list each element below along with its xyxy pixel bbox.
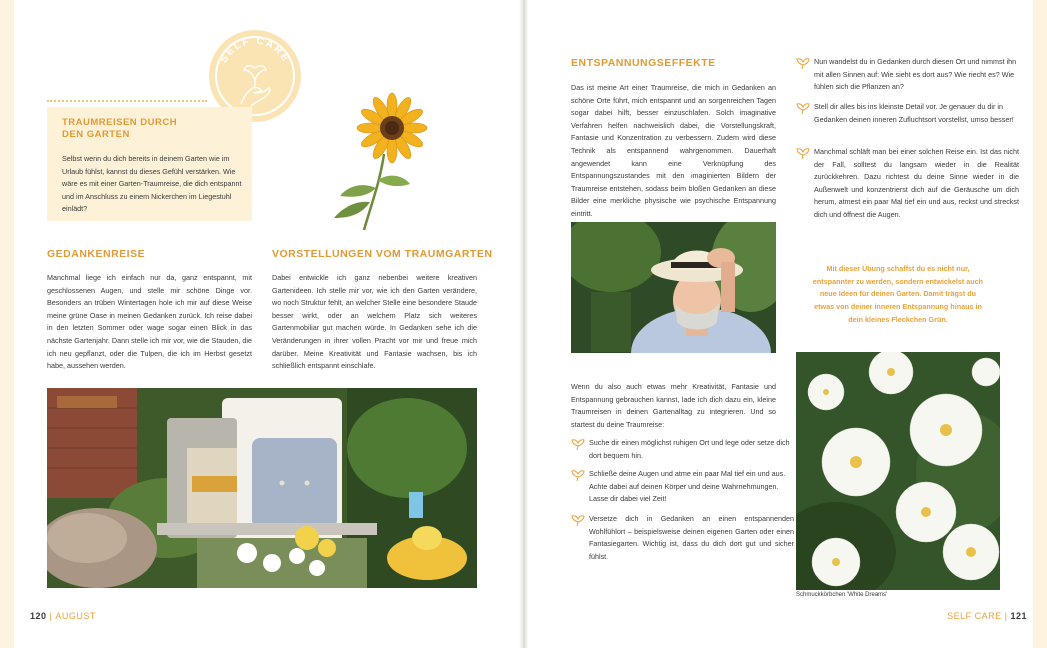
badge-label: SELF CARE — [218, 35, 292, 65]
highlight-quote: Mit dieser Übung schaffst du es nicht nur, entspannter zu werden, sondern entwickelst auch neue Ideen für deinen Garten. Damit trägst du etwas von deiner inneren Entspannung hinaus in dein kleines Fleckchen Grün. — [812, 264, 984, 324]
ginkgo-leaf-icon — [796, 101, 810, 115]
gedankenreise-text: Manchmal liege ich einfach nur da, ganz entspannt, mit geschlossenen Augen, und stelle mir schöne Dinge vor. Besonders an trüben Wintertagen hole ich mir auf diese Weise meine grüne Oase in meinen Gedanken zurück. Ich reise dabei in den letzten Sommer oder wage sogar einen Blick in das nächste Gartenjahr. Dann stelle ich mir vor, wie die Stauden, die ich neu gepflanzt, oder die Tulpen, die ich im Herbst gesetzt habe, aussehen werden. — [47, 273, 252, 371]
step-item: Schließe deine Augen und atme ein paar Mal tief ein und aus. Achte dabei auf deinen Körper und deine Wahrnehmungen. Lasse dir dabei viel Zeit! — [571, 468, 794, 506]
vorstellungen-heading: VORSTELLUNGEN VOM TRAUMGARTEN — [272, 248, 493, 260]
entspannungseffekte-heading: ENTSPANNUNGSEFFEKTE — [571, 57, 716, 69]
page-number-right: SELF CARE | 121 — [947, 611, 1027, 621]
step-item: Manchmal schläft man bei einer solchen Reise ein. Ist das nicht der Fall, solltest du langsam wieder in die Realität zurückkehren. Dazu richtest du deine Sinne wieder in die Außenwelt und konzentrierst dich auf die Geräusche um dich herum, atmest ein paar Mal tief ein und aus, reckst und streckst dich und öffnest die Augen. — [796, 146, 1019, 222]
vorstellungen-text: Dabei entwickle ich ganz nebenbei weitere kreativen Gartenideen. Ich stelle mir vor, wie ich den Garten verändere, wo noch Struktur fehlt, an welcher Stelle eine besondere Staude besser wirkt, oder an welchem Platz sich weiteres Gartenmobiliar gut machen würde. In Gedanken sehe ich die Veränderungen in ihrer vollen Pracht vor mir und freue mich darüber. Meine Kreativität und Fantasie wachsen, bis ich schließlich entspannt einschlafe. — [272, 273, 477, 371]
traumreise-intro: Wenn du also auch etwas mehr Kreativität, Fantasie und Entspannung gebrauchen kannst, lade ich dich dazu ein, kleine Traumreisen in deinen Gartenalltag zu integrieren. Und so startest du deine Traumreise: — [571, 382, 776, 429]
ginkgo-leaf-icon — [571, 468, 585, 482]
dream-box-title: TRAUMREISEN DURCH DEN GARTEN — [62, 117, 178, 140]
dotted-divider — [47, 100, 207, 102]
ginkgo-leaf-icon — [796, 146, 810, 160]
white-cosmos-photo — [796, 352, 1000, 590]
dream-box-text: Selbst wenn du dich bereits in deinem Garten wie im Urlaub fühlst, kannst du dieses Gefühl verstärken. Wie wäre es mit einer Garten-Traumreise, die dich entspannt und im Anschluss zu einem Nickerchen im Liegestuhl einlädt? — [62, 154, 242, 214]
page-number-left: 120 | AUGUST — [30, 611, 96, 621]
ginkgo-leaf-icon — [571, 437, 585, 451]
ginkgo-leaf-icon — [796, 56, 810, 70]
gedankenreise-heading: GEDANKENREISE — [47, 248, 146, 260]
step-item: Suche dir einen möglichst ruhigen Ort und lege oder setze dich dort bequem hin. — [571, 437, 794, 462]
sunflower-illustration — [312, 92, 432, 232]
garden-chair-photo — [47, 388, 477, 588]
ginkgo-leaf-icon — [571, 513, 585, 527]
photo-caption: Schmuckkörbchen 'White Dreams' — [796, 592, 888, 598]
book-gutter — [519, 0, 528, 648]
entspannungseffekte-text: Das ist meine Art einer Traumreise, die mich in Gedanken an schöne Orte führt, mich entspannt und an sorgenreichen Tagen sogar dabei hilft, besser einzuschlafen. Solch imaginative Verfahren helfen nachweislich dabei, die Vorstellungskraft, Fantasie und Konzentration zu verbessern. Zudem wird diese Technik als entspannend wahrgenommen. Dauerhaft angewendet kann eine Verknüpfung des Entspannungszustandes mit den imaginierten Bildern der Traumreise entstehen, sodass beim bloßen Gedanken an diese Bilder eine merkliche physische wie psychische Entspannung eintritt. — [571, 83, 776, 218]
step-item: Stell dir alles bis ins kleinste Detail vor. Je genauer du dir in Gedanken deinen inneren Zufluchtsort vorstellst, umso besser! — [796, 101, 1019, 126]
step-item: Nun wandelst du in Gedanken durch diesen Ort und nimmst ihn mit allen Sinnen auf: Wie sieht es dort aus? Wie riecht es? Wie fühlen sich die Pflanzen an? — [796, 56, 1019, 94]
step-item: Versetze dich in Gedanken an einen entspannenden Wohlfühlort – beispielsweise deinen eigenen Garten oder einen Fantasiegarten. Wichtig ist, dass du dich dort gut und sicher fühlst. — [571, 513, 794, 563]
man-with-hat-photo — [571, 222, 776, 353]
svg-text:SELF CARE — [218, 36, 291, 65]
